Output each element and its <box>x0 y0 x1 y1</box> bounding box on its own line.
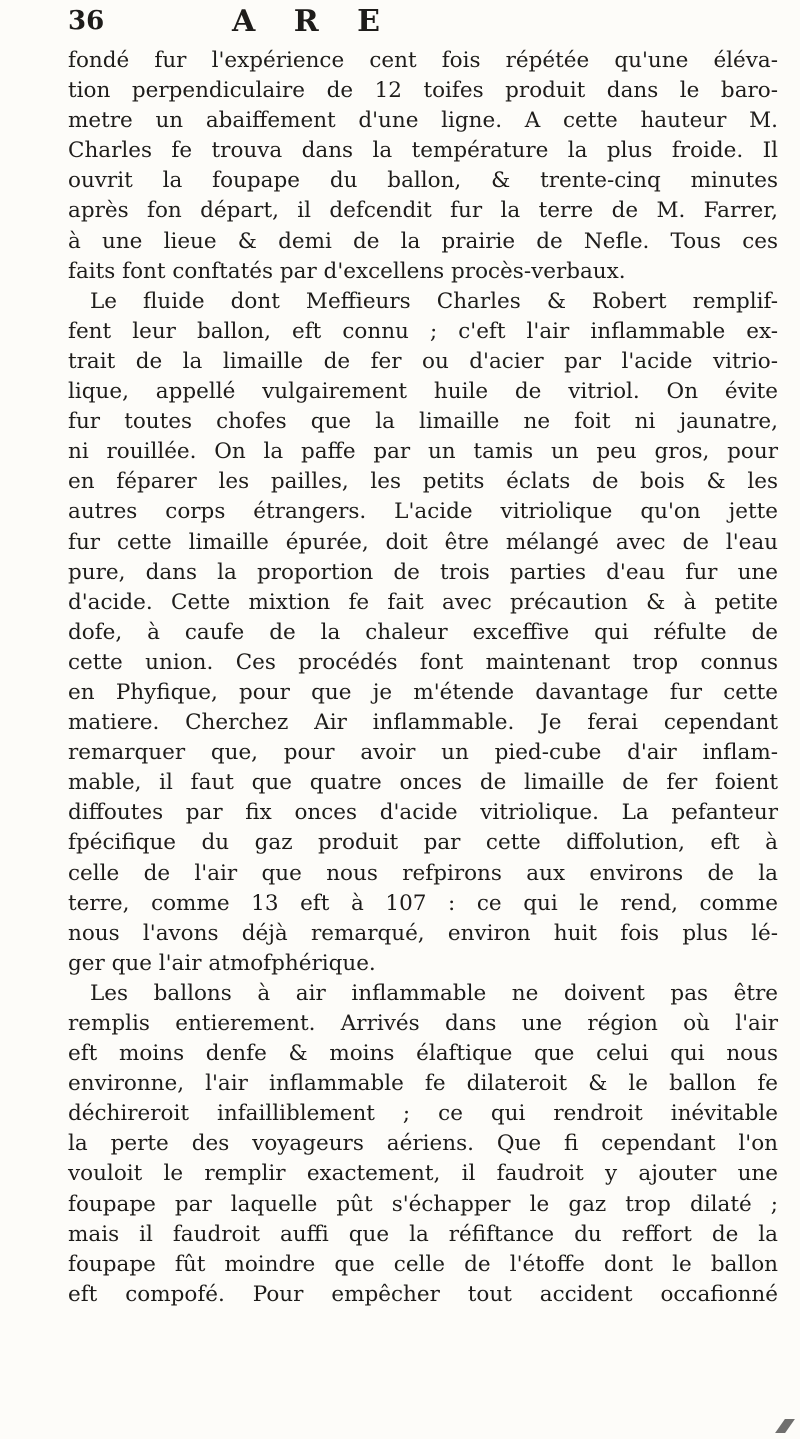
text-line: à une lieue & demi de la prairie de Nefle. Tous ces <box>68 228 778 254</box>
text-line: ouvrit la foupape du ballon, & trente-cinq minutes <box>68 168 778 194</box>
text-line: Charles fe trouva dans la température la plus froide. Il <box>68 138 778 164</box>
text-line: pure, dans la proportion de trois parties d'eau fur une <box>68 559 778 585</box>
text-line: nous l'avons déjà remarqué, environ huit fois plus lé- <box>68 920 778 946</box>
text-line: mais il faudroit auffi que la réfiftance du reffort de la <box>68 1221 778 1247</box>
text-line: remplis entierement. Arrivés dans une région où l'air <box>68 1011 778 1036</box>
text-line: fur toutes chofes que la limaille ne foit ni jaunatre, <box>68 409 778 435</box>
text-line: d'acide. Cette mixtion fe fait avec précaution & à petite <box>68 589 778 615</box>
text-line: mable, il faut que quatre onces de limaille de fer foient <box>68 770 778 796</box>
text-line: remarquer que, pour avoir un pied-cube d'air inflam- <box>68 740 778 766</box>
text-line: déchireroit infailliblement ; ce qui rendroit inévitable <box>68 1101 778 1127</box>
text-line: tion perpendiculaire de 12 toifes produit dans le baro- <box>68 78 778 104</box>
running-title: A R E <box>232 4 394 39</box>
text-line: après fon départ, il defcendit fur la terre de M. Farrer, <box>68 198 778 224</box>
text-line: cette union. Ces procédés font maintenant trop connus <box>68 649 778 675</box>
text-line: celle de l'air que nous refpirons aux environs de la <box>68 860 778 886</box>
text-line: autres corps étrangers. L'acide vitriolique qu'on jette <box>68 499 778 525</box>
text-line: foupape par laquelle pût s'échapper le gaz trop dilaté ; <box>68 1191 778 1217</box>
text-line: foupape fût moindre que celle de l'étoffe dont le ballon <box>68 1251 778 1277</box>
text-line: eft compofé. Pour empêcher tout accident occafionné <box>68 1281 778 1307</box>
text-line: terre, comme 13 eft à 107 : ce qui le rend, comme <box>68 890 778 916</box>
text-line: fent leur ballon, eft connu ; c'eft l'air inflammable ex- <box>68 318 778 344</box>
text-line: fpécifique du gaz produit par cette diffolution, eft à <box>68 830 778 856</box>
text-line: fondé fur l'expérience cent fois répétée qu'une éléva- <box>68 48 778 73</box>
text-line: la perte des voyageurs aériens. Que fi cependant l'on <box>68 1131 778 1157</box>
text-line: Le fluide dont Meffieurs Charles & Robert remplif- <box>90 288 778 314</box>
text-line: fur cette limaille épurée, doit être mélangé avec de l'eau <box>68 529 778 555</box>
text-line: ni rouillée. On la paffe par un tamis un peu gros, pour <box>68 439 778 465</box>
text-line: en féparer les pailles, les petits éclats de bois & les <box>68 469 778 495</box>
text-line: dofe, à caufe de la chaleur exceffive qui réfulte de <box>68 619 778 645</box>
text-line: eft moins denfe & moins élaftique que celui qui nous <box>68 1041 778 1067</box>
text-line: lique, appellé vulgairement huile de vitriol. On évite <box>68 379 778 405</box>
page-number: 36 <box>68 6 105 36</box>
text-line: ger que l'air atmofphérique. <box>68 950 376 976</box>
page-corner-mark <box>775 1419 795 1433</box>
text-line: trait de la limaille de fer ou d'acier par l'acide vitrio- <box>68 348 778 374</box>
running-head <box>68 4 768 40</box>
text-line: environne, l'air inflammable fe dilateroit & le ballon fe <box>68 1071 778 1097</box>
text-line: vouloit le remplir exactement, il faudroit y ajouter une <box>68 1161 778 1187</box>
text-line: en Phyfique, pour que je m'étende davantage fur cette <box>68 679 778 705</box>
text-body <box>68 46 778 1310</box>
text-line: metre un abaiffement d'une ligne. A cette hauteur M. <box>68 108 778 134</box>
text-line: faits font conftatés par d'excellens procès-verbaux. <box>68 258 626 284</box>
text-line: matiere. Cherchez Air inflammable. Je ferai cependant <box>68 710 778 736</box>
text-line: Les ballons à air inflammable ne doivent pas être <box>90 980 778 1006</box>
text-line: diffoutes par fix onces d'acide vitriolique. La pefanteur <box>68 800 778 826</box>
